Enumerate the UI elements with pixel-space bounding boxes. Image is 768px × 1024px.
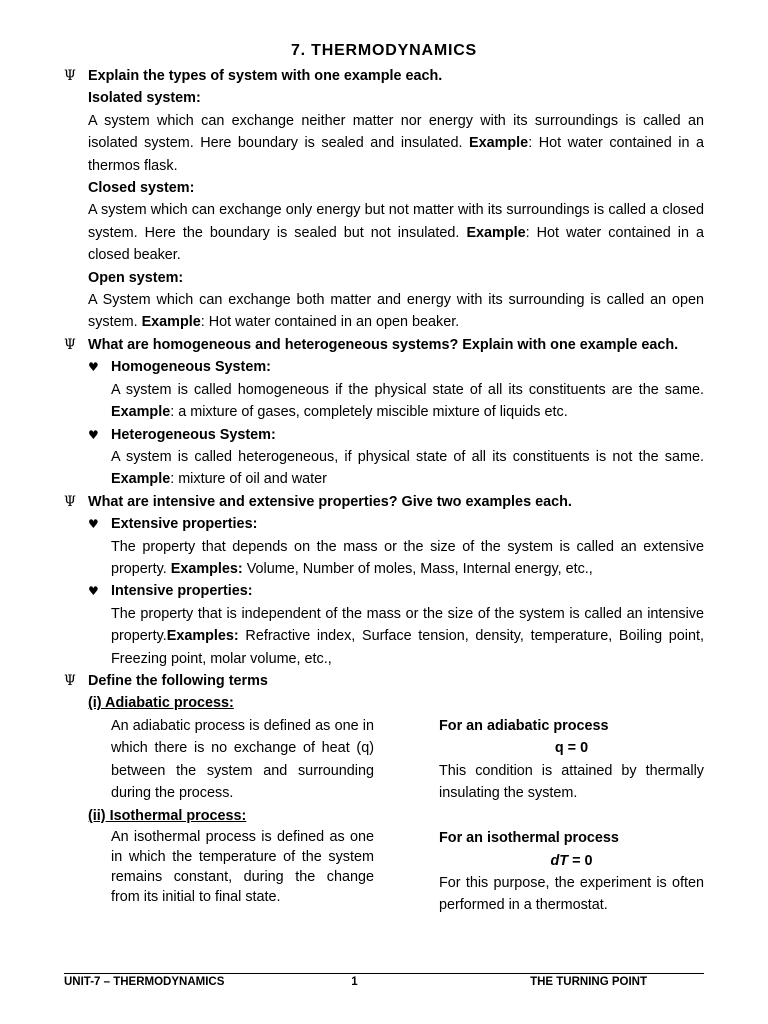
open-example: : Hot water contained in an open beaker.	[200, 314, 460, 331]
footer-brand: THE TURNING POINT	[530, 976, 647, 988]
adiabatic-heading: (i) Adiabatic process:	[88, 695, 234, 712]
question-4	[64, 670, 704, 692]
adiabatic-condition	[439, 715, 704, 805]
question-1	[64, 65, 704, 87]
extensive-example: Volume, Number of moles, Mass, Internal energy, etc.,	[242, 560, 593, 577]
adiabatic-note: This condition is attained by thermally insulating the system.	[439, 762, 704, 801]
isothermal-equation-rest: = 0	[568, 852, 593, 869]
homogeneous-example: : a mixture of gases, completely miscible mixture of liquids etc.	[170, 404, 568, 421]
heart-bullet-icon: ♥	[88, 517, 99, 532]
isolated-heading: Isolated system:	[88, 90, 201, 107]
homogeneous-heading-row	[64, 356, 704, 378]
page-footer	[64, 976, 704, 992]
homogeneous-text: A system is called homogeneous if the physical state of all its constituents are the same.	[111, 381, 704, 398]
extensive-example-label: Examples:	[170, 560, 243, 577]
page-title: 7. THERMODYNAMICS	[290, 42, 478, 59]
isolated-example-label: Example	[468, 135, 529, 152]
closed-example: : Hot water contained in a closed beaker.	[88, 224, 704, 264]
footer-page-number: 1	[351, 976, 358, 988]
heart-bullet-icon: ♥	[88, 360, 99, 375]
psi-bullet-icon: Ψ	[64, 672, 76, 689]
isolated-paragraph	[64, 110, 704, 177]
isothermal-equation	[439, 850, 704, 872]
isolated-text: A system which can exchange neither matter nor energy with its surroundings is called an isolated system. Here boundary is sealed and insulated.	[88, 112, 704, 152]
isothermal-note: For this purpose, the experiment is often performed in a thermostat.	[439, 875, 704, 914]
open-paragraph	[64, 289, 704, 334]
page-content	[64, 65, 704, 917]
open-heading: Open system:	[88, 269, 184, 286]
footer-unit: UNIT-7 – THERMODYNAMICS	[64, 976, 225, 988]
intensive-example: Refractive index, Surface tension, density, temperature, Boiling point, Freezing point, molar volume, etc.,	[111, 628, 704, 667]
adiabatic-row	[64, 715, 704, 805]
closed-paragraph	[64, 199, 704, 266]
extensive-text: The property that depends on the mass or the size of the system is called an extensive property.	[111, 538, 704, 577]
homogeneous-paragraph	[64, 379, 704, 424]
heterogeneous-example-label: Example	[111, 471, 171, 488]
open-example-label: Example	[141, 314, 201, 331]
question-1-text: Explain the types of system with one example each.	[88, 68, 443, 84]
isothermal-equation-variable: dT	[550, 852, 569, 869]
extensive-paragraph	[64, 536, 704, 581]
heterogeneous-heading: Heterogeneous System:	[111, 426, 276, 443]
heterogeneous-text: A system is called heterogeneous, if physical state of all its constituents is not the same.	[111, 448, 704, 465]
adiabatic-definition: An adiabatic process is defined as one in which there is no exchange of heat (q) between the system and surrounding during the process.	[111, 717, 374, 801]
extensive-heading: Extensive properties:	[111, 516, 258, 533]
isothermal-heading: (ii) Isothermal process:	[88, 807, 247, 824]
intensive-text: The property that is independent of the mass or the size of the system is called an intensive property.	[111, 605, 704, 645]
isothermal-right-heading: For an isothermal process	[439, 830, 619, 847]
homogeneous-example-label: Example	[111, 404, 171, 421]
heart-bullet-icon: ♥	[88, 427, 99, 442]
psi-bullet-icon: Ψ	[64, 336, 76, 353]
closed-example-label: Example	[466, 224, 526, 241]
question-2-text: What are homogeneous and heterogeneous systems? Explain with one example each.	[88, 336, 679, 353]
question-2	[64, 334, 704, 356]
intensive-example-label: Examples:	[166, 628, 239, 645]
intensive-heading: Intensive properties:	[111, 583, 253, 600]
closed-text: A system which can exchange only energy but not matter with its surroundings is called a closed system. Here the boundary is sealed but not insulated.	[88, 202, 704, 241]
psi-bullet-icon: Ψ	[64, 493, 76, 510]
closed-heading: Closed system:	[88, 180, 195, 197]
heterogeneous-example: : mixture of oil and water	[170, 471, 327, 488]
isolated-example: : Hot water contained in a thermos flask.	[88, 135, 704, 174]
heterogeneous-heading-row	[64, 424, 704, 446]
homogeneous-heading: Homogeneous System:	[111, 359, 271, 376]
footer-divider	[64, 973, 704, 974]
question-4-text: Define the following terms	[88, 672, 268, 689]
adiabatic-equation: q = 0	[554, 740, 589, 757]
heterogeneous-paragraph	[64, 446, 704, 491]
question-3-text: What are intensive and extensive properties? Give two examples each.	[88, 493, 572, 510]
isothermal-definition: An isothermal process is defined as one in which the temperature of the system remains constant, during the change from its initial to final state.	[111, 829, 374, 906]
extensive-heading-row	[64, 513, 704, 535]
open-text: A System which can exchange both matter and energy with its surrounding is called an open system.	[88, 292, 704, 331]
isothermal-row	[64, 827, 704, 917]
adiabatic-right-heading: For an adiabatic process	[439, 717, 609, 734]
psi-bullet-icon: Ψ	[64, 68, 76, 84]
heart-bullet-icon: ♥	[88, 584, 99, 599]
question-3	[64, 491, 704, 513]
isothermal-condition	[439, 827, 704, 917]
intensive-paragraph	[64, 603, 704, 670]
intensive-heading-row	[64, 580, 704, 602]
